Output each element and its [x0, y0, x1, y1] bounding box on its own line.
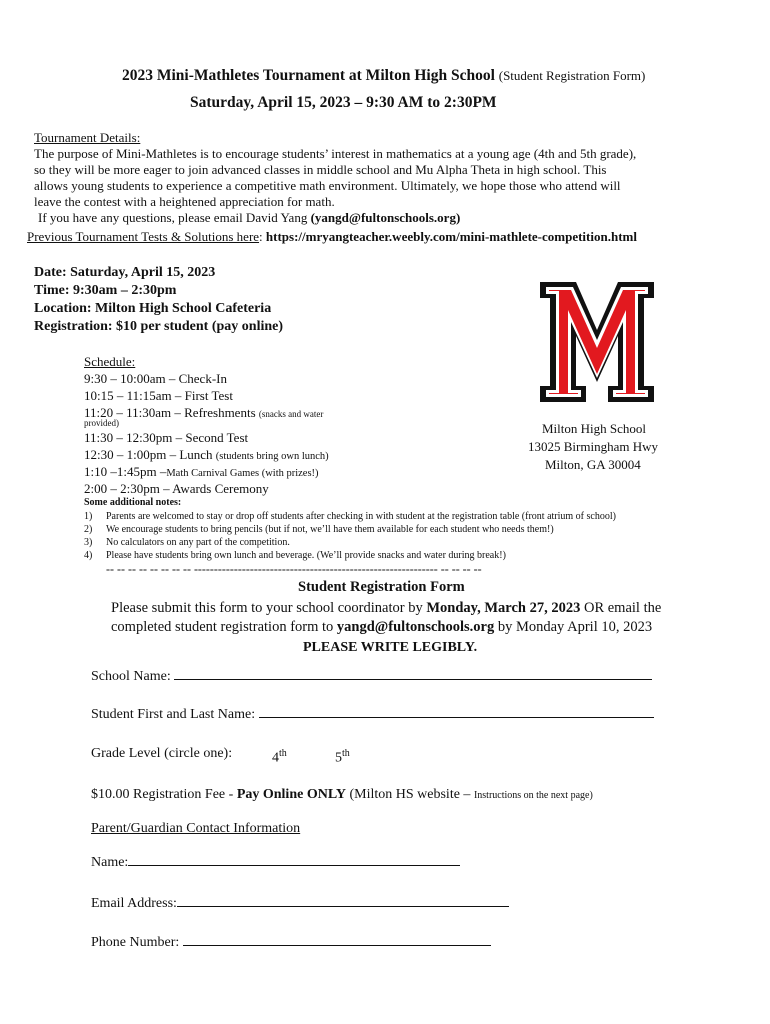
- prev-tests-label[interactable]: Previous Tournament Tests & Solutions here: [27, 229, 260, 244]
- schedule-item-note: (snacks and water: [258, 409, 324, 419]
- note-text: No calculators on any part of the competition.: [106, 537, 290, 548]
- address-name: Milton High School: [542, 421, 647, 436]
- schedule-item-text: 1:10 –1:45pm –: [84, 464, 167, 479]
- details-line-2: so they will be more eager to join advanced classes in middle school and Mu Alpha Theta in high school. This: [34, 162, 607, 177]
- instr-text: by Monday April 10, 2023: [497, 619, 653, 635]
- guardian-heading: Parent/Guardian Contact Information: [91, 821, 301, 836]
- note-number: 4): [84, 550, 93, 561]
- note-item: [84, 549, 506, 562]
- student-name-row: [91, 706, 654, 723]
- note-number: 3): [84, 537, 93, 548]
- guardian-phone-field[interactable]: [183, 944, 491, 946]
- contact-line: [38, 209, 460, 226]
- school-name-label: School Name:: [91, 669, 171, 684]
- grade-5-number: 5: [335, 750, 342, 766]
- prev-tests-line: Previous Tournament Tests & Solutions here: https://mryangteacher.weebly.com/mini-mathlete-competition.html: [27, 229, 637, 244]
- grade-5-option[interactable]: [335, 745, 350, 767]
- form-instructions-1: [111, 600, 661, 617]
- fee-text: $10.00 Registration Fee -: [91, 787, 234, 802]
- submit-deadline: Monday, March 27, 2023: [426, 600, 581, 616]
- schedule-item-note: provided): [84, 418, 119, 428]
- guardian-email-label: Email Address:: [91, 896, 177, 911]
- fee-text: (Milton HS website –: [349, 787, 471, 802]
- prev-tests-url[interactable]: https://mryangteacher.weebly.com/mini-mathlete-competition.html: [265, 229, 637, 244]
- details-line-3: allows young students to experience a competitive math environment. Ultimately, we hope those who attend will: [34, 178, 621, 193]
- schedule-item: 9:30 – 10:00am – Check-In: [84, 371, 227, 386]
- note-item: [84, 523, 554, 536]
- event-location: Location: Milton High School Cafeteria: [34, 301, 272, 316]
- note-item: [84, 510, 616, 523]
- instr-text: OR email the: [583, 600, 662, 616]
- guardian-name-row: [91, 854, 460, 871]
- schedule-item-text: 12:30 – 1:00pm – Lunch: [84, 447, 213, 462]
- note-number: 2): [84, 524, 93, 535]
- instr-text: completed student registration form to: [111, 619, 334, 635]
- schedule-item: 2:00 – 2:30pm – Awards Ceremony: [84, 481, 269, 496]
- grade-5-suffix: th: [342, 748, 350, 759]
- form-email-link[interactable]: yangd@fultonschools.org: [336, 619, 495, 635]
- note-text: We encourage students to bring pencils (but if not, we’ll have them available for each student who needs them!): [106, 524, 554, 535]
- school-name-field[interactable]: [174, 678, 652, 680]
- student-name-field[interactable]: [259, 716, 654, 718]
- schedule-item-text: 11:20 – 11:30am – Refreshments: [84, 405, 256, 420]
- student-name-label: Student First and Last Name:: [91, 707, 256, 722]
- guardian-name-field[interactable]: [128, 864, 460, 866]
- cut-line-divider: -- -- -- -- -- -- -- -- ------------------------------------------------------------- -- -- -- --: [106, 562, 482, 576]
- pay-online-text: Pay Online ONLY: [236, 787, 346, 802]
- guardian-phone-label: Phone Number:: [91, 935, 180, 950]
- schedule-item: 11:30 – 12:30pm – Second Test: [84, 430, 249, 445]
- grade-4-suffix: th: [279, 748, 287, 759]
- details-line-1: The purpose of Mini-Mathletes is to encourage students’ interest in mathematics at a young age (4th and 5th grade),: [34, 146, 637, 161]
- guardian-email-field[interactable]: [177, 905, 509, 907]
- form-title: Student Registration Form: [298, 579, 465, 595]
- note-text: Parents are welcomed to stay or drop off students after checking in with student at the registration table (front atrium of school): [106, 511, 616, 522]
- milton-m-logo: [536, 278, 658, 406]
- instr-text: Please submit this form to your school coordinator by: [111, 600, 423, 616]
- note-item: [84, 536, 290, 549]
- schedule-heading: Schedule:: [84, 354, 136, 369]
- details-heading: Tournament Details:: [34, 130, 141, 145]
- contact-text: If you have any questions, please email David Yang: [38, 210, 308, 225]
- schedule-item: [84, 404, 323, 423]
- details-line-4: leave the contest with a heightened appreciation for math.: [34, 194, 335, 209]
- note-number: 1): [84, 511, 93, 522]
- event-date: Date: Saturday, April 15, 2023: [34, 265, 216, 280]
- contact-email-link[interactable]: (yangd@fultonschools.org): [310, 210, 461, 225]
- address-street: 13025 Birmingham Hwy: [528, 439, 658, 454]
- fee-line: [91, 786, 593, 804]
- notes-heading: Some additional notes:: [84, 497, 182, 508]
- note-text: Please have students bring own lunch and beverage. (We’ll provide snacks and water during break!): [106, 550, 506, 561]
- schedule-item: 10:15 – 11:15am – First Test: [84, 388, 233, 403]
- event-registration: Registration: $10 per student (pay online): [34, 319, 284, 334]
- address-city: Milton, GA 30004: [545, 457, 641, 472]
- guardian-phone-row: [91, 934, 491, 951]
- fee-note: Instructions on the next page): [473, 790, 593, 801]
- page-subtitle: Saturday, April 15, 2023 – 9:30 AM to 2:30PM: [190, 94, 497, 111]
- guardian-email-row: [91, 895, 509, 912]
- schedule-item-note: (students bring own lunch): [215, 451, 329, 462]
- title-main: 2023 Mini-Mathletes Tournament at Milton High School: [122, 67, 495, 84]
- grade-4-option[interactable]: [272, 745, 287, 767]
- write-legibly: PLEASE WRITE LEGIBLY.: [303, 640, 478, 655]
- title-suffix: (Student Registration Form): [498, 68, 646, 83]
- form-instructions-2: [111, 619, 652, 636]
- grade-level-label: Grade Level (circle one):: [91, 746, 233, 761]
- page-title: [122, 67, 645, 85]
- event-time: Time: 9:30am – 2:30pm: [34, 283, 177, 298]
- guardian-name-label: Name:: [91, 855, 129, 870]
- grade-4-number: 4: [272, 750, 279, 766]
- schedule-item-note: Math Carnival Games (with prizes!): [166, 468, 319, 479]
- school-name-row: [91, 668, 652, 685]
